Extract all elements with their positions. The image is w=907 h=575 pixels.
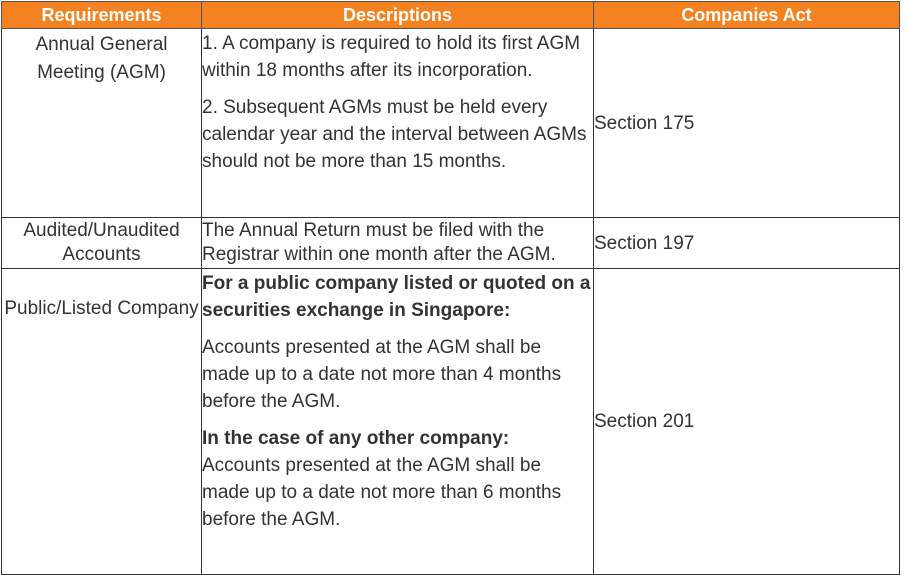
table-row — [2, 218, 900, 269]
description-paragraph: 2. Subsequent AGMs must be held every calendar year and the interval between AGMs should not be more than 15 months. — [202, 97, 587, 172]
header-row — [2, 2, 900, 29]
description-paragraph: 1. A company is required to hold its first AGM within 18 months after its incorporation. — [202, 33, 581, 81]
header-descriptions: Descriptions — [202, 2, 594, 29]
requirement-cell: Annual General Meeting (AGM) — [2, 29, 202, 218]
table-row — [2, 269, 900, 575]
description-heading: For a public company listed or quoted on a securities exchange in Singapore: — [202, 273, 591, 321]
requirement-cell: Audited/Unaudited Accounts — [2, 218, 202, 269]
description-cell — [202, 29, 594, 218]
description-cell — [202, 218, 594, 269]
description-paragraph: Accounts presented at the AGM shall be made up to a date not more than 4 months before the AGM. — [202, 337, 562, 412]
companies-act-cell: Section 197 — [594, 218, 900, 269]
requirement-cell: Public/Listed Company — [2, 269, 202, 575]
description-paragraph: Accounts presented at the AGM shall be made up to a date not more than 6 months before the AGM. — [202, 455, 562, 530]
description-heading: In the case of any other company: — [202, 428, 510, 449]
header-companies-act: Companies Act — [594, 2, 900, 29]
companies-act-cell: Section 175 — [594, 29, 900, 218]
header-requirements: Requirements — [2, 2, 202, 29]
requirements-table — [1, 1, 900, 575]
description-paragraph: The Annual Return must be filed with the Registrar within one month after the AGM. — [202, 220, 556, 265]
table-body — [2, 29, 900, 575]
table-header — [2, 2, 900, 29]
companies-act-cell: Section 201 — [594, 269, 900, 575]
table-row — [2, 29, 900, 218]
description-cell — [202, 269, 594, 575]
